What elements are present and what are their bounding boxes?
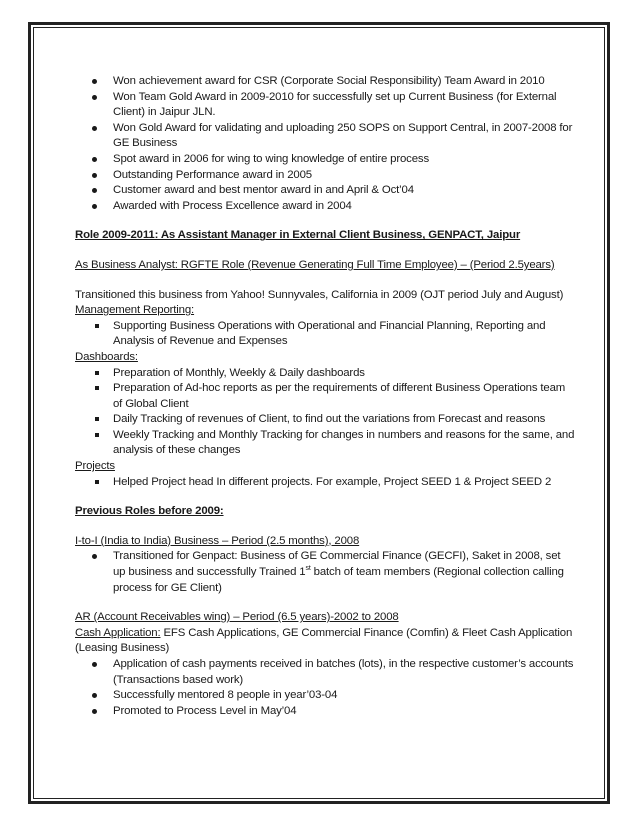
awards-list [75,74,575,214]
list-item: Supporting Business Operations with Operational and Financial Planning, Reporting and Analysis of Revenue and Expenses [75,319,575,350]
cash-application-line [75,626,575,657]
ar-list [75,657,575,719]
award-item: Won Gold Award for validating and uploading 250 SOPS on Support Central, in 2007-2008 for GE Business [75,121,575,152]
award-item: Awarded with Process Excellence award in 2004 [75,199,575,215]
projects-list [75,475,575,491]
ito-list [75,549,575,596]
dashboards-label: Dashboards: [75,350,138,363]
management-reporting-list [75,319,575,350]
management-reporting-label: Management Reporting: [75,304,195,317]
award-item: Won achievement award for CSR (Corporate Social Responsibility) Team Award in 2010 [75,74,575,90]
cash-application-text: EFS Cash Applications, GE Commercial Finance (Comfin) & Fleet Cash Application (Leasing Business) [75,626,573,655]
projects-label: Projects [75,460,115,473]
previous-roles-heading: Previous Roles before 2009: [75,505,224,518]
list-item: Promoted to Process Level in May’04 [75,704,575,720]
list-item: Weekly Tracking and Monthly Tracking for changes in numbers and reasons for the same, and analysis of these changes [75,428,575,459]
ito-item-superscript: st [305,565,311,573]
role-2009-intro: Transitioned this business from Yahoo! Sunnyvales, California in 2009 (OJT period July and August) [75,288,564,301]
cash-application-label: Cash Application: [75,626,161,639]
list-item: Preparation of Monthly, Weekly & Daily dashboards [75,366,575,382]
ito-item-text-b: batch of team members (Regional collection calling process for GE Client) [113,566,564,594]
ito-heading: I-to-I (India to India) Business – Period (2.5 months), 2008 [75,534,360,547]
dashboards-list [75,366,575,460]
award-item: Outstanding Performance award in 2005 [75,168,575,184]
ito-item-text-a: Transitioned for Genpact: Business of GE Commercial Finance (GECFI), Saket in 2008, set up business and successfully Trained 1 [113,550,561,579]
role-2009-heading: Role 2009-2011: As Assistant Manager in External Client Business, GENPACT, Jaipur [75,229,521,242]
list-item: Preparation of Ad-hoc reports as per the requirements of different Business Operations team of Global Client [75,381,575,412]
award-item: Won Team Gold Award in 2009-2010 for successfully set up Current Business (for External Client) in Jaipur JLN. [75,90,575,121]
list-item: Daily Tracking of revenues of Client, to find out the variations from Forecast and reasons [75,412,575,428]
resume-page [75,74,575,719]
ar-heading: AR (Account Receivables wing) – Period (6.5 years)-2002 to 2008 [75,611,399,624]
list-item: Helped Project head In different projects. For example, Project SEED 1 & Project SEED 2 [75,475,575,491]
list-item: Application of cash payments received in batches (lots), in the respective customer’s accounts (Transactions based work) [75,657,575,688]
list-item [75,549,575,596]
role-2009-subheading: As Business Analyst: RGFTE Role (Revenue Generating Full Time Employee) – (Period 2.5years) [75,258,555,271]
award-item: Spot award in 2006 for wing to wing knowledge of entire process [75,152,575,168]
award-item: Customer award and best mentor award in and April & Oct’04 [75,183,575,199]
list-item: Successfully mentored 8 people in year’03-04 [75,688,575,704]
